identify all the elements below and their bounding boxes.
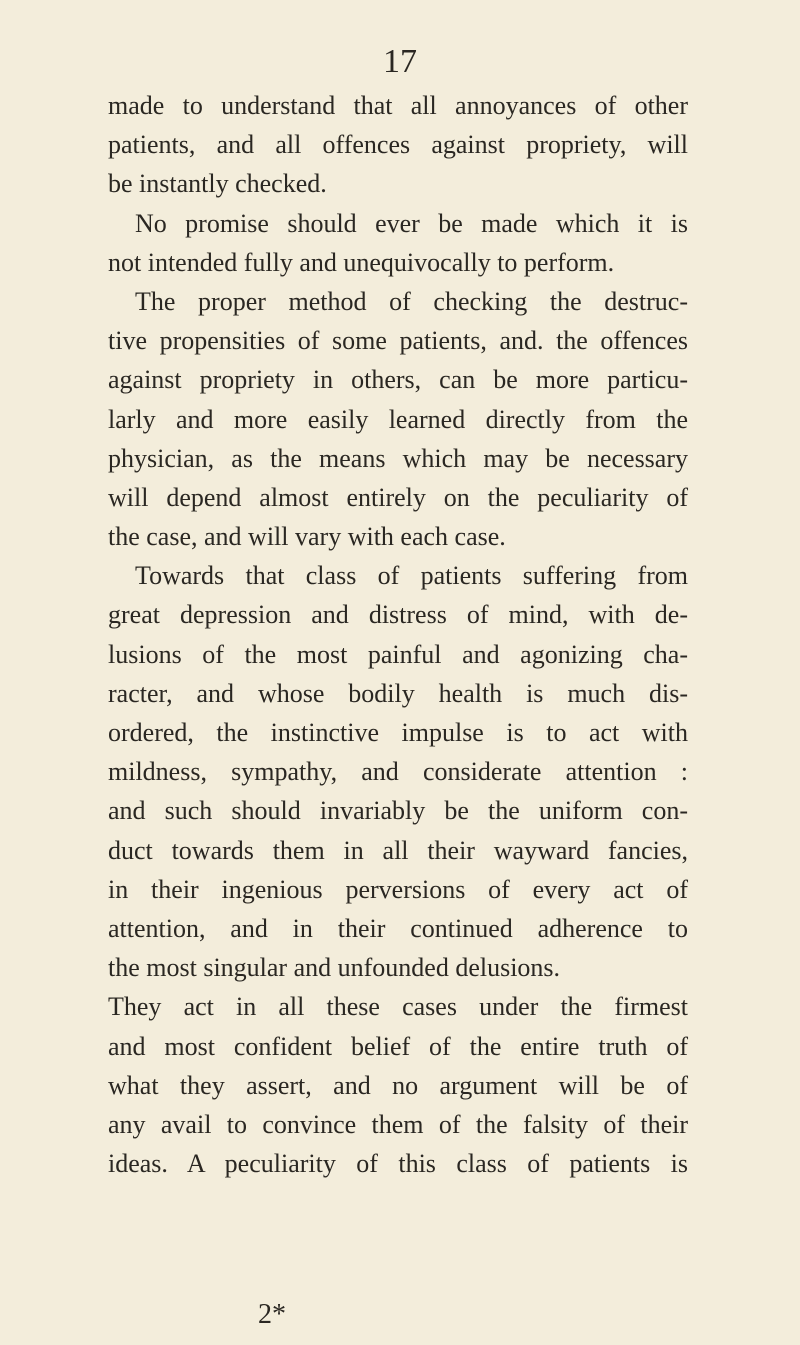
signature-mark: 2* [258,1299,286,1330]
text-line: mildness, sympathy, and considerate attention : [108,757,688,787]
text-line: and most confident belief of the entire truth of [108,1031,688,1061]
text-line: lusions of the most painful and agonizing cha- [108,639,688,669]
text-line: racter, and whose bodily health is much dis- [108,678,688,708]
text-line: against propriety in others, can be more particu- [108,365,688,395]
text-line: great depression and distress of mind, with de- [108,600,688,630]
text-line: be instantly checked. [108,169,327,199]
text-line: not intended fully and unequivocally to perform. [108,247,615,277]
text-line: Towards that class of patients suffering from [135,561,688,591]
text-line: the case, and will vary with each case. [108,522,506,552]
text-line: duct towards them in all their wayward fancies, [108,835,688,865]
text-line: ordered, the instinctive impulse is to act with [108,718,688,747]
text-line: tive propensities of some patients, and. the offences [108,326,688,356]
text-line: will depend almost entirely on the peculiarity of [108,482,688,512]
text-line: any avail to convince them of the falsity of their [108,1109,688,1139]
text-line: attention, and in their continued adherence to [108,913,688,943]
page-number: 17 [383,43,417,80]
text-line: what they assert, and no argument will be of [108,1070,688,1100]
text-line: physician, as the means which may be necessary [108,443,688,473]
text-line: They act in all these cases under the firmest [108,992,688,1022]
text-line: larly and more easily learned directly from the [108,404,688,434]
text-line: made to understand that all annoyances of other [108,91,688,120]
text-line: The proper method of checking the destruc- [135,286,688,316]
text-line: and such should invariably be the uniform con- [108,796,688,826]
text-line: No promise should ever be made which it is [135,208,688,238]
text-line: ideas. A peculiarity of this class of patients is [108,1149,688,1179]
body-text [108,86,688,1183]
text-line: in their ingenious perversions of every act of [108,874,688,904]
text-line: the most singular and unfounded delusions. [108,953,561,983]
text-line: patients, and all offences against propriety, will [108,130,688,160]
